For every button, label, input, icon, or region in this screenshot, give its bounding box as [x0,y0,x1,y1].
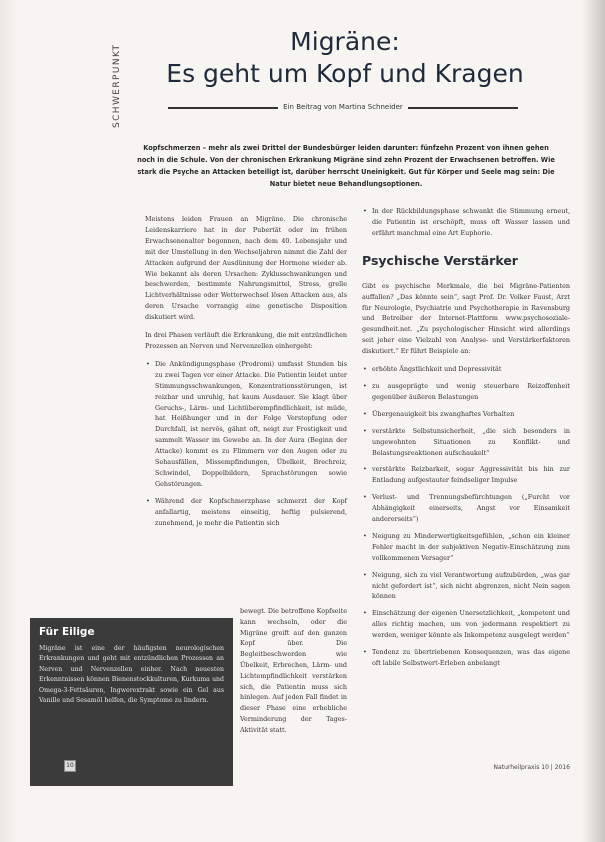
list-item: • verstärkte Selbstunsicherheit, „die sich besonders in ungewohnten Situationen zu Konflikt- und Belastungsreaktionen aufschaukelt“ [372,426,570,459]
list-item: • Verlust- und Trennungsbefürchtungen („Furcht vor Abhängigkeit einerseits, Angst vor Einsamkeit andererseits“) [372,492,570,525]
list-item: • Während der Kopfschmerzphase schmerzt der Kopf anfallartig, meistens einseitig, heftig pulsierend, zunehmend, je mehr die Patientin sich [155,496,347,529]
right-column [362,206,570,675]
right-paragraph-1: Gibt es psychische Merkmale, die bei Migräne-Patienten auffallen? „Das könnte sein“, sagt Prof. Dr. Volker Faust, Arzt für Neurologie, Psychiatrie und Psychotherapie in Ravensburg und Betreiber der Internet-Plattform www.psychosoziale-gesundheit.net. „Zu psychologischer Hinsicht wird allerdings seit jeher eine Vielzahl von Analyse- und Verstärkerfaktoren diskutiert.“ Er führt Beispiele an: [362,281,570,356]
list-item: • erhöhte Ängstlichkeit und Depressivität [372,364,570,375]
list-item: • Tendenz zu übertriebenen Konsequenzen, was das eigene oft labile Selbstwert-Erleben anbelangt [372,647,570,669]
trait-list [362,364,570,669]
list-item: • Einschätzung der eigenen Unersetzlichkeit, „kompetent und alles richtig machen, um von jedermann respektiert zu werden, weniger könnte als Inkompetenz ausgelegt werden“ [372,608,570,641]
list-item: • zu ausgeprägte und wenig steuerbare Reizoffenheit gegenüber äußeren Belastungen [372,381,570,403]
list-item: • Neigung zu Minderwertigkeitsgefühlen, „schon ein kleiner Fehler macht in der subjektiven Negativ-Einschätzung zum vollkommenen Versager“ [372,531,570,564]
phase-list [145,359,347,529]
summary-box-text: Migräne ist eine der häufigsten neurologischen Erkrankungen und geht mit entzündlichen Prozessen an Nerven und Nervenzellen einher. Nach neuesten Erkenntnissen können Bienenstockkulturen, Kurkuma und Omega-3-Fettsäuren, Ingwerextrakt sowie ein Gel aus Vanille und Sesamöl helfen, die Symptome zu lindern. [39,645,224,705]
list-item: • In der Rückbildungsphase schwankt die Stimmung erneut, die Patientin ist erschöpft, muss oft Wasser lassen und erfährt manchmal eine Art Euphorie. [372,206,570,239]
left-paragraph-1: Meistens leiden Frauen an Migräne. Die chronische Leidenskarriere hat in der Pubertät oder im frühen Erwachsenenalter begonnen, nach dem 40. Lebensjahr und mit der Umstellung in den Wechseljahren nimmt die Zahl der Attacken aufgrund der Ausdünnung der Hormone wieder ab. Wie bekannt als deren Ursachen: Zyklusschwankungen und beschwerden, bestimmte Nahrungsmittel, Stress, grelle Lichtverhältnisse oder Wetterwechsel lösen Attacken aus, als deren Ursache vorrangig eine genetische Disposition diskutiert wird. [145,215,347,322]
list-item: • Übergenauigkeit bis zwanghaftes Verhalten [372,409,570,420]
byline-rule-right [408,107,518,109]
left-column [145,214,347,534]
list-item: • Die Ankündigungsphase (Prodromi) umfasst Stunden bis zu zwei Tagen vor einer Attacke. Die Patientin leidet unter Stimmungsschwankungen, Konzentrationsstörungen, ist reizbar und unruhig, hat kaum Ausdauer. Sie klagt über Geruchs-, Lärm- und Lichtüberempfindlichkeit, ist müde, hat Heißhunger und in der Folge Verstopfung oder Durchfall, ist nervös, gähnt oft, neigt zur Frostigkeit und sammelt Wasser im Gewebe an. In der Aura (Beginn der Attacke) kommt es zu Flimmern vor den Augen oder zu Sehausfällen, Missempfindungen, Übelkeit, Brechreiz, Schwindel, Doppelbildern, Sprachstörungen sowie Gehstörungen. [155,359,347,490]
section-rubric: SCHWERPUNKT [112,43,122,128]
phase-list-continued [362,206,570,239]
lead-paragraph: Kopfschmerzen – mehr als zwei Drittel der Bundesbürger leiden darunter: fünfzehn Prozent von ihnen gehen noch in die Schule. Von der chronischen Erkrankung Migräne sind zehn Prozent der Erwachsenen betroffen. Wie stark die Psyche an Attacken beteiligt ist, darüber herrscht Uneinigkeit. Gut für Körper und Seele mag sein: Die Natur bietet neue Behandlungsoptionen. [137,144,555,188]
byline-block [168,101,518,113]
left-column-continuation: bewegt. Die betroffene Kopfseite kann wechseln, oder die Migräne greift auf den ganzen Kopf über. Die Begleitbeschwerden wie Übelkeit, Erbrechen, Lärm- und Lichtempfindlichkeit verstärken sich, die Patientin muss sich hinlegen. Auf jeden Fall findet in dieser Phase eine erhebliche Verminderung der Tages-Aktivität statt. [240,607,347,734]
left-paragraph-2: In drei Phasen verläuft die Erkrankung, die mit entzündlichen Prozessen an Nerven und Nervenzellen einhergeht: [145,331,347,350]
section-subheading: Psychische Verstärker [362,252,518,268]
title-line-1: Migräne: [290,27,400,56]
summary-box [30,618,233,786]
article-title [150,26,540,90]
page-number: 10 [64,760,76,772]
byline: Ein Beitrag von Martina Schneider [283,103,403,111]
list-item: • Neigung, sich zu viel Verantwortung aufzubürden, „was gar nicht gefordert ist“, sich nicht abgrenzen, nicht Nein sagen können [372,570,570,603]
title-line-2: Es geht um Kopf und Kragen [166,59,524,88]
summary-box-heading: Für Eilige [39,626,95,638]
page-edge-shadow [583,0,605,842]
magazine-footer: Naturheilpraxis 10 | 2016 [493,764,570,771]
list-item: • verstärkte Reizbarkeit, sogar Aggressivität bis hin zur Entladung aufgestauter feindseliger Impulse [372,464,570,486]
